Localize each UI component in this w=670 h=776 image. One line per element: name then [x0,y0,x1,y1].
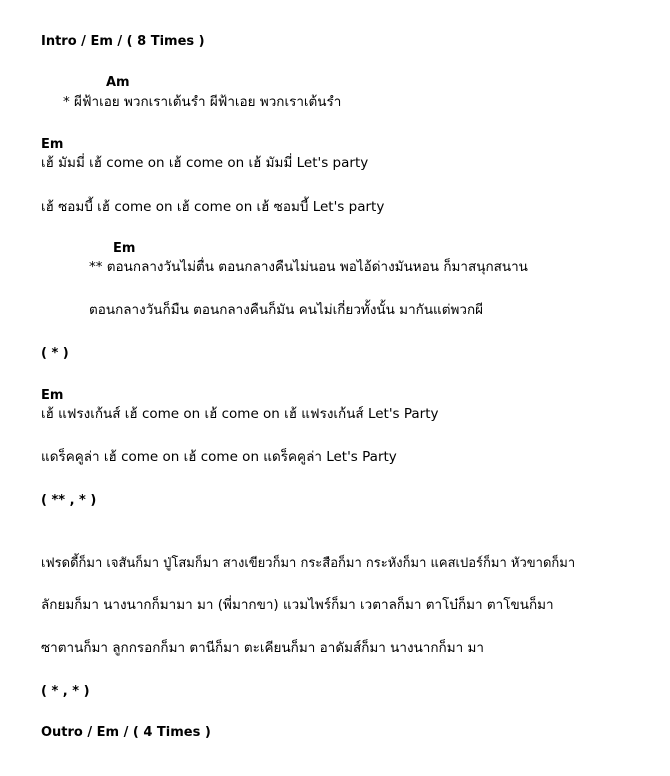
verse2-line1: เฮ้ แฟรงเก้นส์ เฮ้ come on เฮ้ come on เฮ้ แฟรงเก้นส์ Let's Party [41,406,439,422]
repeat-marker-3: ( * , * ) [41,684,90,699]
verse1-line1: เฮ้ มัมมี่ เฮ้ come on เฮ้ come on เฮ้ มัมมี่ Let's party [41,155,369,171]
verse1-line2: เฮ้ ซอมบี้ เฮ้ come on เฮ้ come on เฮ้ ซอมบี้ Let's party [41,199,385,215]
chord-am: Am [106,75,130,90]
bridge-line2: ลักยมก็มา นางนากก็มามา มา (พี่มากขา) แวมไพร์ก็มา เวตาลก็มา ตาโบ๋ก็มา ตาโขนก็มา [41,597,554,613]
chorus2-line1: ** ตอนกลางวันไม่ตื่น ตอนกลางคืนไม่นอน พอไอ้ด่างมันหอน ก็มาสนุกสนาน [89,259,528,275]
chorus2-chord: Em [113,241,136,256]
chorus2-line2: ตอนกลางวันก็มืน ตอนกลางคืนก็มัน คนไม่เกี่ยวทั้งนั้น มากันแต่พวกผี [89,302,484,318]
bridge-line3: ซาตานก็มา ลูกกรอกก็มา ตานีก็มา ตะเคียนก็มา อาดัมส์ก็มา นางนากก็มา มา [41,640,484,656]
repeat-marker-1: ( * ) [41,346,69,361]
verse2-line2: แดร็คคูล่า เฮ้ come on เฮ้ come on แดร็คคูล่า Let's Party [41,449,397,465]
outro-label: Outro / Em / ( 4 Times ) [41,725,211,740]
repeat-marker-2: ( ** , * ) [41,493,97,508]
verse2-chord: Em [41,388,64,403]
intro-label: Intro / Em / ( 8 Times ) [41,34,205,49]
chorus1-line: * ผีฟ้าเอย พวกเราเต้นรำ ผีฟ้าเอย พวกเราเต้นรำ [63,94,342,110]
verse1-chord: Em [41,137,64,152]
bridge-line1: เฟรดดี้ก็มา เจสันก็มา ปู่โสมก็มา สางเขียวก็มา กระสือก็มา กระหังก็มา แคสเปอร์ก็มา หัวขาดก็มา [41,556,576,571]
